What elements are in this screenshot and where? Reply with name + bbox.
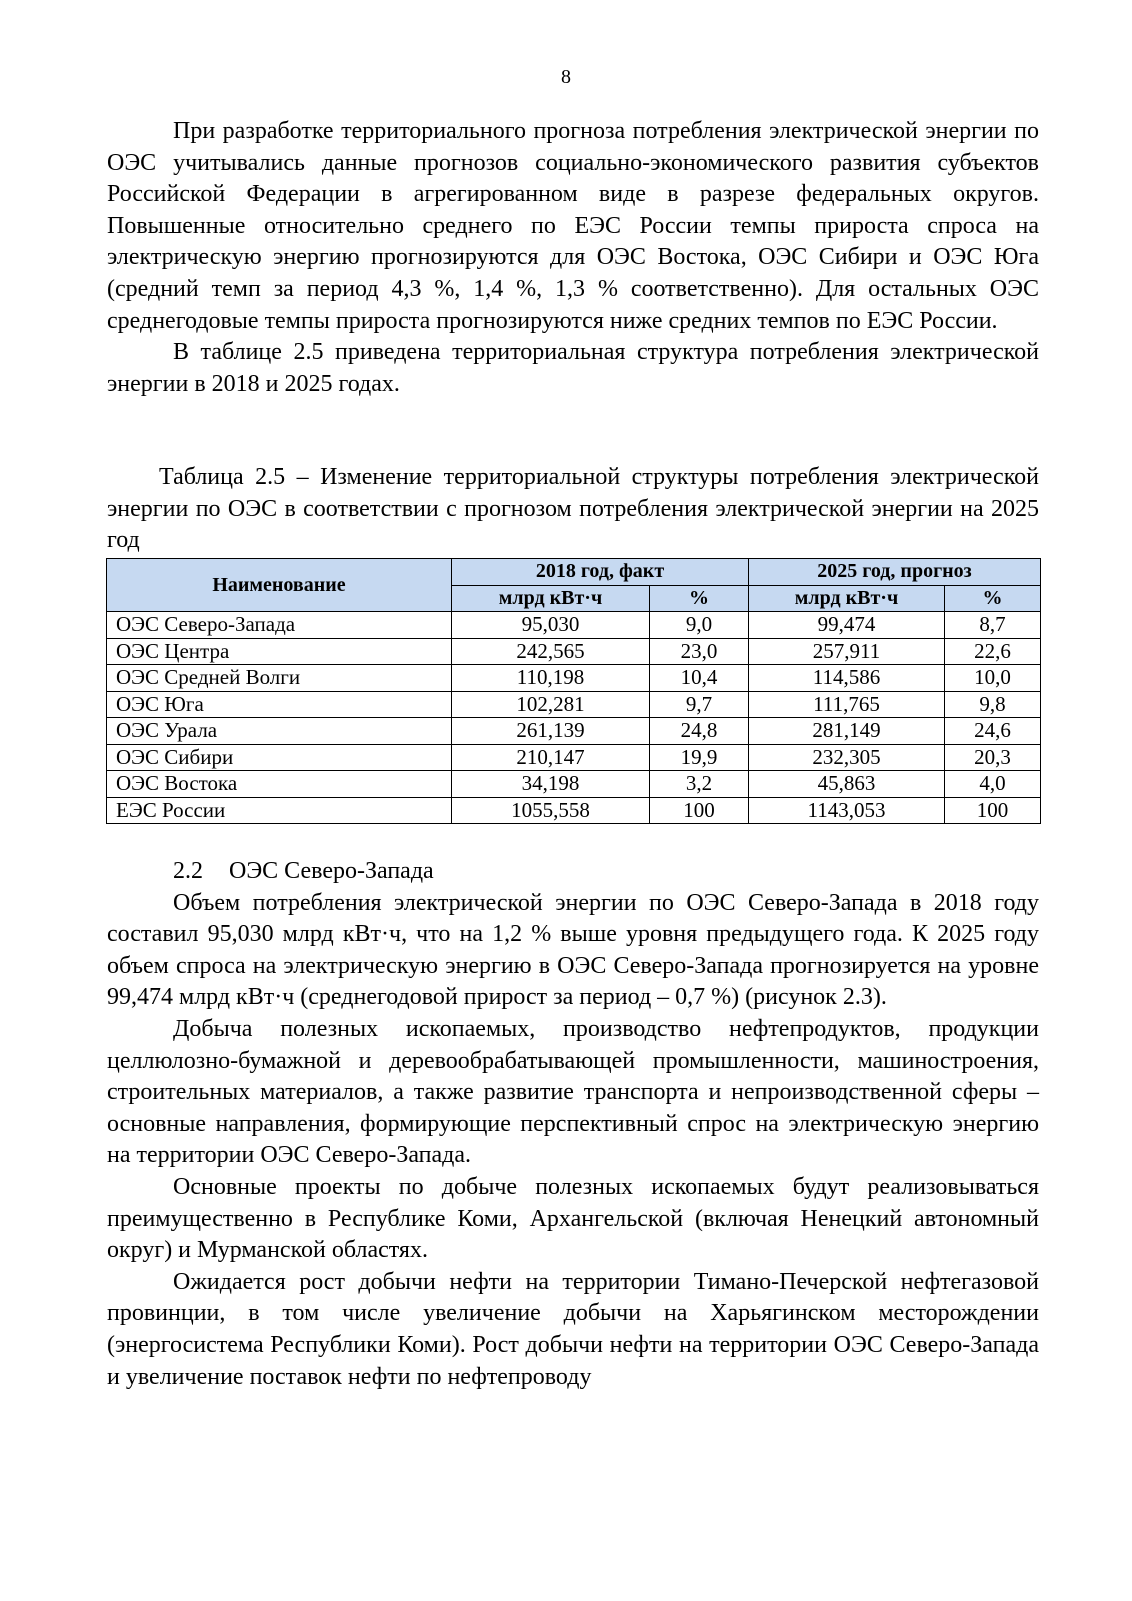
header-unit-2018: млрд кВт·ч	[452, 585, 650, 612]
value-2018: 110,198	[452, 665, 650, 692]
section-title: ОЭС Северо-Запада	[229, 858, 434, 884]
paragraph: В таблице 2.5 приведена территориальная структура потребления электрической энергии в 2018 и 2025 годах.	[107, 339, 1039, 397]
paragraph: Объем потребления электрической энергии по ОЭС Северо-Запада в 2018 году составил 95,030 млрд кВт·ч, что на 1,2 % выше уровня предыдущего года. К 2025 году объем спроса на электрическую энергию в ОЭС Северо-Запада прогнозируется на уровне 99,474 млрд кВт·ч (среднегодовой прирост за период – 0,7 %) (рисунок 2.3).	[107, 889, 1039, 1011]
value-2018: 261,139	[452, 718, 650, 745]
percent-2018: 10,4	[650, 665, 749, 692]
value-2025: 45,863	[749, 771, 945, 798]
header-2025: 2025 год, прогноз	[749, 559, 1041, 586]
table-row	[107, 744, 1041, 771]
table-row	[107, 638, 1041, 665]
header-percent-2018: %	[650, 585, 749, 612]
header-name: Наименование	[107, 559, 452, 612]
row-name: ОЭС Урала	[107, 718, 452, 745]
percent-2018: 19,9	[650, 744, 749, 771]
percent-2018: 100	[650, 797, 749, 824]
page-number: 8	[561, 66, 571, 88]
row-name: ОЭС Средней Волги	[107, 665, 452, 692]
table-row	[107, 665, 1041, 692]
value-2018: 102,281	[452, 691, 650, 718]
table-row	[107, 797, 1041, 824]
table-row	[107, 771, 1041, 798]
percent-2018: 9,7	[650, 691, 749, 718]
value-2025: 281,149	[749, 718, 945, 745]
value-2018: 210,147	[452, 744, 650, 771]
row-name: ОЭС Центра	[107, 638, 452, 665]
percent-2025: 100	[945, 797, 1041, 824]
header-percent-2025: %	[945, 585, 1041, 612]
row-name: ОЭС Северо-Запада	[107, 612, 452, 639]
value-2025: 99,474	[749, 612, 945, 639]
table-row	[107, 612, 1041, 639]
row-name: ОЭС Сибири	[107, 744, 452, 771]
header-2018: 2018 год, факт	[452, 559, 749, 586]
header-unit-2025: млрд кВт·ч	[749, 585, 945, 612]
percent-2025: 4,0	[945, 771, 1041, 798]
value-2018: 34,198	[452, 771, 650, 798]
percent-2025: 9,8	[945, 691, 1041, 718]
row-name: ОЭС Юга	[107, 691, 452, 718]
value-2025: 111,765	[749, 691, 945, 718]
value-2018: 1055,558	[452, 797, 650, 824]
value-2018: 242,565	[452, 638, 650, 665]
value-2025: 1143,053	[749, 797, 945, 824]
value-2025: 114,586	[749, 665, 945, 692]
table-row	[107, 691, 1041, 718]
row-name: ЕЭС России	[107, 797, 452, 824]
row-name: ОЭС Востока	[107, 771, 452, 798]
table-row	[107, 718, 1041, 745]
paragraph: Добыча полезных ископаемых, производство нефтепродуктов, продукции целлюлозно-бумажной и деревообрабатывающей промышленности, машиностроения, строительных материалов, а также развитие транспорта и непроизводственной сферы – основные направления, формирующие перспективный спрос на электрическую энергию на территории ОЭС Северо-Запада.	[107, 1015, 1039, 1169]
value-2025: 257,911	[749, 638, 945, 665]
intro-text	[107, 116, 1039, 400]
paragraph: Основные проекты по добыче полезных ископаемых будут реализовываться преимущественно в Республике Коми, Архангельской (включая Ненецкий автономный округ) и Мурманской областях.	[107, 1173, 1039, 1264]
table-caption-block	[107, 462, 1039, 557]
percent-2018: 3,2	[650, 771, 749, 798]
section-number: 2.2	[173, 858, 203, 884]
percent-2025: 20,3	[945, 744, 1041, 771]
percent-2018: 23,0	[650, 638, 749, 665]
value-2018: 95,030	[452, 612, 650, 639]
percent-2018: 24,8	[650, 718, 749, 745]
percent-2025: 8,7	[945, 612, 1041, 639]
table-header-row	[107, 559, 1041, 586]
section-heading	[107, 856, 1039, 888]
consumption-table	[106, 558, 1041, 824]
paragraph: При разработке территориального прогноза потребления электрической энергии по ОЭС учитывались данные прогнозов социально-экономического развития субъектов Российской Федерации в агрегированном виде в разрезе федеральных округов. Повышенные относительно среднего по ЕЭС России темпы прироста спроса на электрическую энергию прогнозируются для ОЭС Востока, ОЭС Сибири и ОЭС Юга (средний темп за период 4,3 %, 1,4 %, 1,3 % соответственно). Для остальных ОЭС среднегодовые темпы прироста прогнозируются ниже средних темпов по ЕЭС России.	[107, 118, 1039, 334]
paragraph: Ожидается рост добычи нефти на территории Тимано-Печерской нефтегазовой провинции, в том числе увеличение добычи на Харьягинском месторождении (энергосистема Республики Коми). Рост добычи нефти на территории ОЭС Северо-Запада и увеличение поставок нефти по нефтепроводу	[107, 1268, 1039, 1390]
section-text	[107, 856, 1039, 1393]
percent-2018: 9,0	[650, 612, 749, 639]
value-2025: 232,305	[749, 744, 945, 771]
percent-2025: 22,6	[945, 638, 1041, 665]
percent-2025: 10,0	[945, 665, 1041, 692]
table-caption: Таблица 2.5 – Изменение территориальной структуры потребления электрической энергии по ОЭС в соответствии с прогнозом потребления электрической энергии на 2025 год	[107, 464, 1039, 554]
percent-2025: 24,6	[945, 718, 1041, 745]
